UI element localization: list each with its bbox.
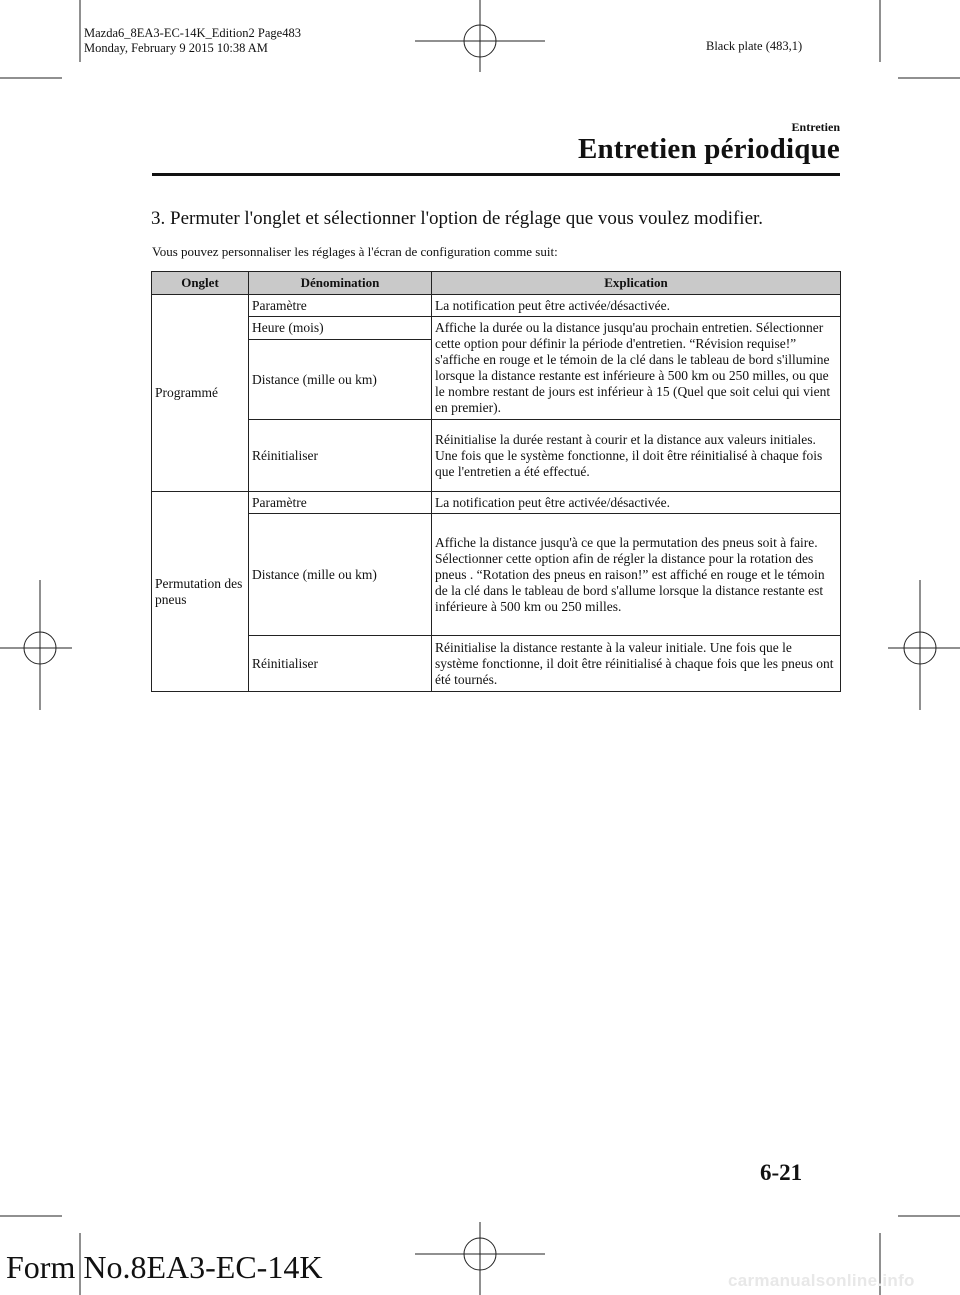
file-line: Mazda6_8EA3-EC-14K_Edition2 Page483 [84, 26, 301, 40]
print-header-left [84, 26, 301, 56]
intro-text: Vous pouvez personnaliser les réglages à l'écran de configuration comme suit: [152, 244, 558, 259]
setting-name-cell: Réinitialiser [249, 420, 432, 492]
explanation-cell: La notification peut être activée/désactivée. [432, 295, 841, 317]
table-row [152, 295, 841, 317]
section-rule [152, 173, 840, 176]
settings-table [151, 271, 841, 692]
table-row [152, 420, 841, 492]
explanation-cell: Affiche la distance jusqu'à ce que la permutation des pneus soit à faire. Sélectionner cette option afin de régler la distance pour la rotation des pneus . “Rotation des pneus en raison!” est affiché en rouge et le témoin de la clé dans le tableau de bord s'allume lorsque la distance restante est inférieure à 500 km ou 250 milles. [432, 514, 841, 636]
plate-label: Black plate (483,1) [706, 39, 803, 53]
setting-name-cell: Heure (mois) [249, 317, 432, 340]
setting-name-cell: Distance (mille ou km) [249, 514, 432, 636]
watermark: carmanualsonline.info [728, 1271, 915, 1290]
date-line: Monday, February 9 2015 10:38 AM [84, 41, 268, 55]
column-header: Explication [432, 272, 841, 295]
explanation-cell: Réinitialise la durée restant à courir et la distance aux valeurs initiales. Une fois que le système fonctionne, il doit être réinitialisé à chaque fois que l'entretien a été effectué. [432, 420, 841, 492]
table-row [152, 514, 841, 636]
step-instruction: 3. Permuter l'onglet et sélectionner l'option de réglage que vous voulez modifier. [151, 208, 764, 229]
section-title: Entretien périodique [577, 133, 840, 165]
setting-name-cell: Distance (mille ou km) [249, 340, 432, 420]
table-row [152, 492, 841, 514]
column-header: Dénomination [249, 272, 432, 295]
explanation-cell: La notification peut être activée/désactivée. [432, 492, 841, 514]
setting-name-cell: Paramètre [249, 492, 432, 514]
column-header: Onglet [152, 272, 249, 295]
table-row [152, 636, 841, 692]
section-category: Entretien [791, 120, 840, 134]
tab-cell: Permutation des pneus [152, 492, 249, 692]
tab-cell: Programmé [152, 295, 249, 492]
form-number: Form No.8EA3-EC-14K [6, 1249, 323, 1285]
table-header-row [152, 272, 841, 295]
setting-name-cell: Paramètre [249, 295, 432, 317]
explanation-cell: Réinitialise la distance restante à la valeur initiale. Une fois que le système fonctionne, il doit être réinitialisé à chaque fois que les pneus ont été tournés. [432, 636, 841, 692]
table-row [152, 317, 841, 340]
setting-name-cell: Réinitialiser [249, 636, 432, 692]
page-number: 6-21 [760, 1160, 803, 1185]
explanation-cell: Affiche la durée ou la distance jusqu'au prochain entretien. Sélectionner cette option pour définir la période d'entretien. “Révision requise!” s'affiche en rouge et le témoin de la clé dans le tableau de bord s'illumine lorsque la distance restante est inférieure à 500 km ou 250 milles, ou que le nombre restant de jours est inférieur à 15 (Quel que soit celui qui vient en premier). [432, 317, 841, 420]
